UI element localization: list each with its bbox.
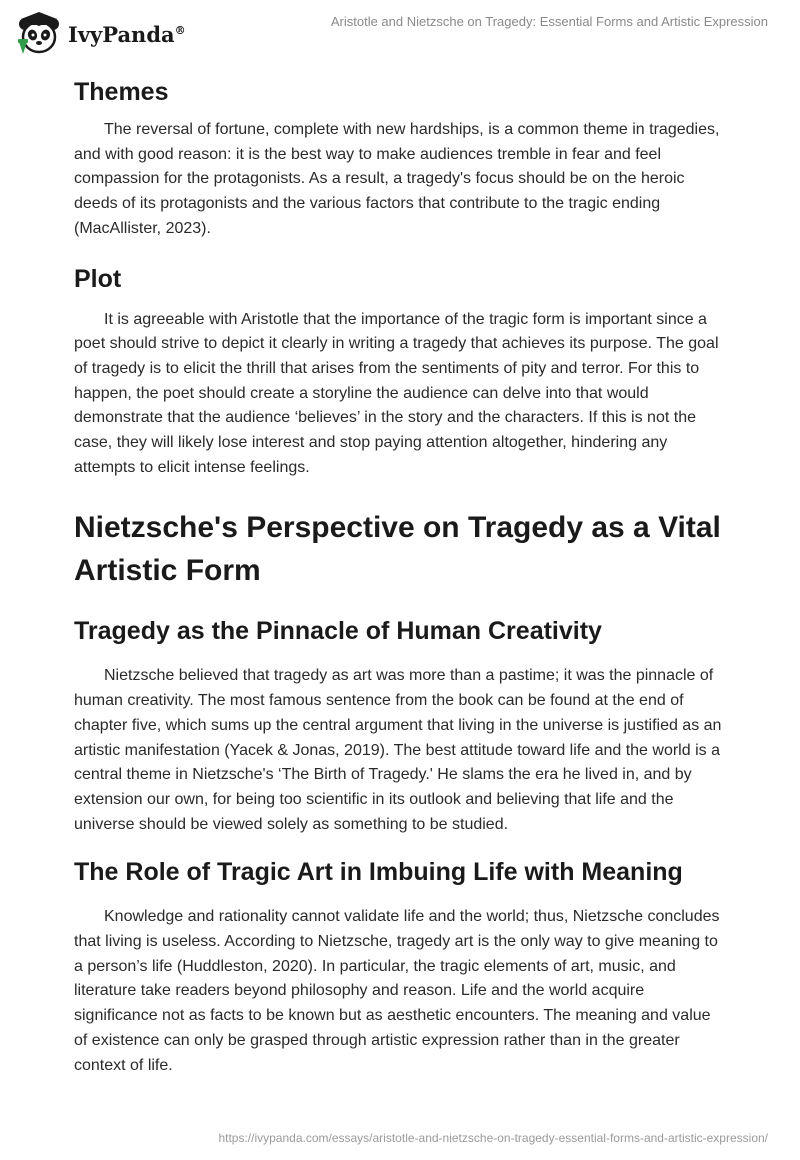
- heading-plot: Plot: [74, 264, 122, 293]
- page-header: [0, 0, 800, 60]
- heading-themes: Themes: [74, 78, 169, 106]
- paragraph-plot: It is agreeable with Aristotle that the importance of the tragic form is important since a poet should strive to depict it clearly in writing a tragedy that achieves its purpose. The goal of tragedy is to elicit the thrill that arises from the sentiments of pity and terror. For this to happen, the poet should create a storyline the audience can delve into that would demonstrate that the audience ‘believes’ in the story and the characters. If this is not the case, they will likely lose interest and stop paying attention altogether, hindering any attempts to elicit intense feelings.: [74, 310, 719, 476]
- paragraph-role-of-tragic-art: Knowledge and rationality cannot validate life and the world; thus, Nietzsche concludes that living is useless. According to Nietzsche, tragedy art is the only way to give meaning to a person’s life (Huddleston, 2020). In particular, the tragic elements of art, music, and literature take readers beyond philosophy and reason. Life and the world acquire significance not as facts to be known but as aesthetic encounters. The meaning and value of existence can only be grasped through artistic expression rather than in the greater context of life.: [74, 908, 720, 1074]
- brand-name: IvyPanda: [68, 21, 175, 47]
- article-body: [74, 70, 728, 1078]
- panda-icon: [16, 10, 62, 56]
- document-title: Aristotle and Nietzsche on Tragedy: Essential Forms and Artistic Expression: [330, 14, 768, 29]
- heading-role-of-tragic-art: The Role of Tragic Art in Imbuing Life with Meaning: [74, 858, 683, 887]
- paragraph-themes: The reversal of fortune, complete with new hardships, is a common theme in tragedies, and with good reason: it is the best way to make audiences tremble in fear and feel compassion for the protagonists. As a result, a tragedy's focus should be on the heroic deeds of its protagonists and the various factors that contribute to the tragic ending (MacAllister, 2023).: [74, 121, 720, 237]
- paragraph-pinnacle-creativity: Nietzsche believed that tragedy as art was more than a pastime; it was the pinnacle of human creativity. The most famous sentence from the book can be found at the end of chapter five, which sums up the central argument that living in the universe is justified as an artistic manifestation (Yacek & Jonas, 2019). The best attitude toward life and the world is a central theme in Nietzsche's ‘The Birth of Tragedy.' He slams the era he lived in, and by extension our own, for being too scientific in its outlook and believing that life and the universe should be viewed solely as something to be studied.: [74, 667, 722, 833]
- brand-registered-mark: ®: [174, 23, 186, 37]
- heading-pinnacle-creativity: Tragedy as the Pinnacle of Human Creativity: [74, 617, 602, 646]
- heading-nietzsche-perspective: Nietzsche's Perspective on Tragedy as a Vital Artistic Form: [74, 511, 721, 588]
- source-url-link[interactable]: https://ivypanda.com/essays/aristotle-and-nietzsche-on-tragedy-essential-forms-and-artistic-expression/: [218, 1131, 768, 1145]
- brand-logo[interactable]: [16, 10, 186, 56]
